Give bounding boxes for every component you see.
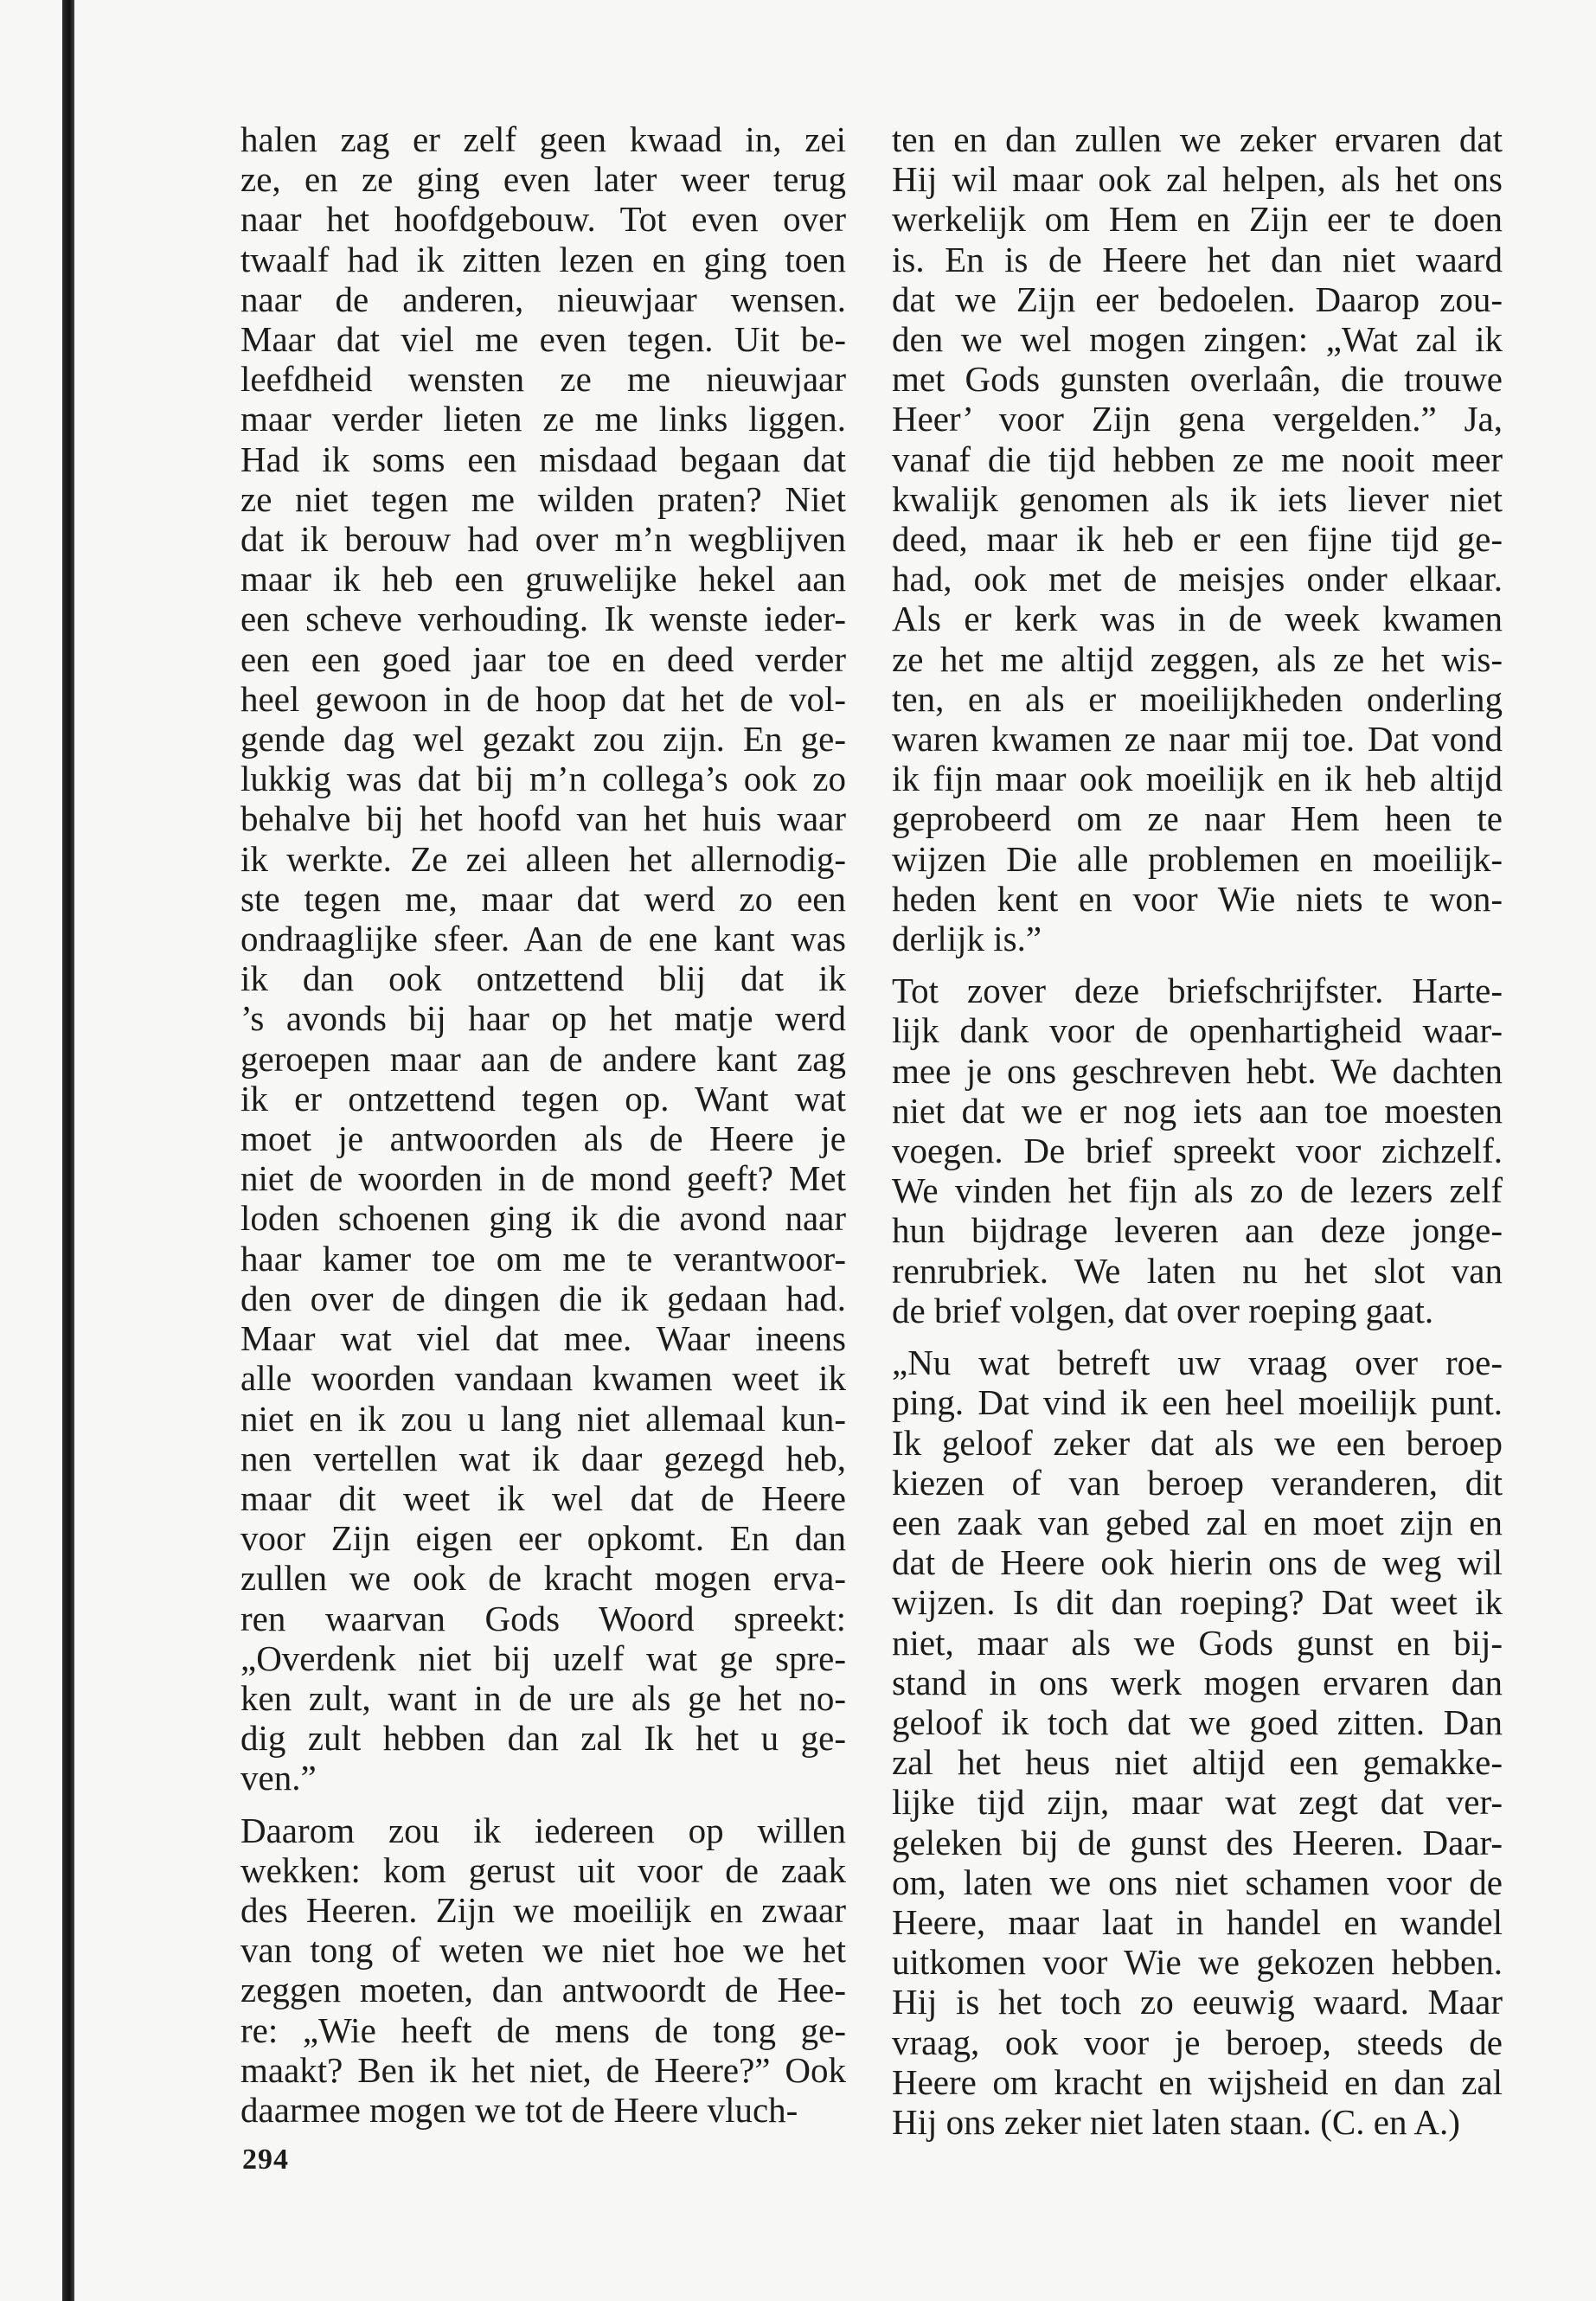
text-line: behalve bij het hoofd van het huis waar [240,798,846,839]
text-line: maar verder lieten ze me links liggen. [240,399,846,439]
text-line: re: „Wie heeft de mens de tong ge- [240,2009,846,2050]
text-line: niet en ik zou u lang niet allemaal kun- [240,1398,846,1439]
text-line: ik dan ook ontzettend blij dat ik [240,958,846,999]
text-line: Had ik soms een misdaad begaan dat [240,439,846,479]
text-line: geprobeerd om ze naar Hem heen te [892,798,1503,839]
text-line: We vinden het fijn als zo de lezers zelf [892,1170,1503,1211]
text-line: ten en dan zullen we zeker ervaren dat [892,119,1503,159]
text-line: wekken: kom gerust uit voor de zaak [240,1849,846,1890]
text-line: nen vertellen wat ik daar gezegd heb, [240,1438,846,1478]
text-line: den over de dingen die ik gedaan had. [240,1278,846,1318]
text-line: zal het heus niet altijd een gemakke- [892,1742,1503,1783]
text-line: ze, en ze ging even later weer terug [240,159,846,200]
paragraph [892,119,1503,958]
text-line: halen zag er zelf geen kwaad in, zei [240,119,846,159]
text-line: twaalf had ik zitten lezen en ging toen [240,239,846,279]
text-line: lijk dank voor de openhartigheid waar- [892,1010,1503,1051]
text-line: maar ik heb een gruwelijke hekel aan [240,559,846,599]
text-line: des Heeren. Zijn we moeilijk en zwaar [240,1889,846,1930]
text-line: naar het hoofdgebouw. Tot even over [240,199,846,240]
text-line: ven.” [240,1758,317,1798]
text-line: kwalijk genomen als ik iets liever niet [892,478,1503,519]
text-line: ren waarvan Gods Woord spreekt: [240,1598,846,1638]
text-line: haar kamer toe om me te verantwoor- [240,1238,846,1279]
left-text-column [240,119,846,2130]
text-line: deed, maar ik heb er een fijne tijd ge- [892,519,1503,560]
text-line: ik er ontzettend tegen op. Want wat [240,1078,846,1118]
text-line: Hij ons zeker niet laten staan. (C. en A.) [892,2101,1460,2142]
text-line: gende dag wel gezakt zou zijn. En ge- [240,719,846,760]
text-line: een een goed jaar toe en deed verder [240,638,846,679]
text-line: maakt? Ben ik het niet, de Heere?” Ook [240,2049,846,2090]
text-line: niet dat we er nog iets aan toe moesten [892,1090,1503,1131]
text-line: waren kwamen ze naar mij toe. Dat vond [892,719,1503,760]
text-line: alle woorden vandaan kwamen weet ik [240,1358,846,1399]
text-line: ze het me altijd zeggen, als ze het wis- [892,638,1503,679]
text-line: om, laten we ons niet schamen voor de [892,1862,1503,1902]
text-line: ’s avonds bij haar op het matje werd [240,998,846,1039]
text-line: „Nu wat betreft uw vraag over roe- [892,1343,1503,1383]
page-number: 294 [242,2144,289,2176]
text-line: had, ook met de meisjes onder elkaar. [892,559,1503,599]
text-line: werkelijk om Hem en Zijn eer te doen [892,199,1503,240]
text-line: ste tegen me, maar dat werd zo een [240,878,846,919]
text-line: niet de woorden in de mond geeft? Met [240,1158,846,1199]
text-line: wijzen Die alle problemen en moeilijk- [892,838,1503,879]
text-line: zullen we ook de kracht mogen erva- [240,1558,846,1599]
text-line: lukkig was dat bij m’n collega’s ook zo [240,759,846,799]
text-line: Maar dat viel me even tegen. Uit be- [240,319,846,360]
text-line: wijzen. Is dit dan roeping? Dat weet ik [892,1582,1503,1623]
text-line: met Gods gunsten overlaân, die trouwe [892,359,1503,400]
text-line: geloof ik toch dat we goed zitten. Dan [892,1702,1503,1742]
text-line: Daarom zou ik iedereen op willen [240,1810,846,1850]
book-spine-shadow [62,0,74,2301]
text-line: maar dit weet ik wel dat de Heere [240,1477,846,1518]
text-line: vraag, ook voor je beroep, steeds de [892,2022,1503,2062]
text-line: van tong of weten we niet hoe we het [240,1930,846,1971]
text-line: lijke tijd zijn, maar wat zegt dat ver- [892,1782,1503,1823]
text-line: kiezen of van beroep veranderen, dit [892,1462,1503,1503]
text-line: naar de anderen, nieuwjaar wensen. [240,279,846,319]
text-line: heel gewoon in de hoop dat het de vol- [240,678,846,719]
text-line: dat de Heere ook hierin ons de weg wil [892,1542,1503,1583]
text-line: renrubriek. We laten nu het slot van [892,1250,1503,1291]
right-text-column [892,119,1503,2142]
text-line: moet je antwoorden als de Heere je [240,1118,846,1159]
text-line: Tot zover deze briefschrijfster. Harte- [892,971,1503,1011]
paragraph-gap [892,958,1503,971]
text-line: mee je ons geschreven hebt. We dachten [892,1050,1503,1091]
text-line: ten, en als er moeilijkheden onderling [892,678,1503,719]
text-line: zeggen moeten, dan antwoordt de Hee- [240,1970,846,2010]
paragraph [892,1343,1503,2142]
text-line: dat we Zijn eer bedoelen. Daarop zou- [892,279,1503,319]
text-line: ken zult, want in de ure als ge het no- [240,1677,846,1718]
text-line: voor Zijn eigen eer opkomt. En dan [240,1518,846,1559]
text-line: loden schoenen ging ik die avond naar [240,1198,846,1239]
text-line: uitkomen voor Wie we gekozen hebben. [892,1942,1503,1983]
text-line: ik fijn maar ook moeilijk en ik heb altijd [892,759,1503,799]
paragraph-gap [892,1330,1503,1343]
text-line: niet, maar als we Gods gunst en bij- [892,1622,1503,1663]
text-line: Maar wat viel dat mee. Waar ineens [240,1318,846,1359]
paragraph [892,971,1503,1330]
text-line: Heer’ voor Zijn gena vergelden.” Ja, [892,399,1503,439]
text-line: Ik geloof zeker dat als we een beroep [892,1422,1503,1463]
text-line: Hij wil maar ook zal helpen, als het ons [892,159,1503,200]
text-line: geroepen maar aan de andere kant zag [240,1038,846,1079]
text-line: Heere, maar laat in handel en wandel [892,1901,1503,1942]
text-line: Hij is het toch zo eeuwig waard. Maar [892,1982,1503,2022]
text-line: Als er kerk was in de week kwamen [892,599,1503,639]
text-line: is. En is de Heere het dan niet waard [892,239,1503,279]
text-line: Heere om kracht en wijsheid en dan zal [892,2061,1503,2102]
text-line: voegen. De brief spreekt voor zichzelf. [892,1131,1503,1171]
text-line: stand in ons werk mogen ervaren dan [892,1662,1503,1702]
text-line: daarmee mogen we tot de Heere vluch- [240,2089,798,2130]
text-line: een scheve verhouding. Ik wenste ieder- [240,599,846,639]
text-line: vanaf die tijd hebben ze me nooit meer [892,439,1503,479]
text-line: ping. Dat vind ik een heel moeilijk punt. [892,1382,1503,1423]
paragraph [240,119,846,1798]
paragraph [240,1811,846,2131]
text-line: derlijk is.” [892,919,1042,959]
text-line: den we wel mogen zingen: „Wat zal ik [892,319,1503,360]
text-line: hun bijdrage leveren aan deze jonge- [892,1210,1503,1251]
text-line: ze niet tegen me wilden praten? Niet [240,478,846,519]
text-line: „Overdenk niet bij uzelf wat ge spre- [240,1638,846,1678]
text-line: ondraaglijke sfeer. Aan de ene kant was [240,919,846,959]
text-line: dig zult hebben dan zal Ik het u ge- [240,1718,846,1759]
text-line: ik werkte. Ze zei alleen het allernodig- [240,838,846,879]
text-line: de brief volgen, dat over roeping gaat. [892,1290,1434,1330]
text-line: geleken bij de gunst des Heeren. Daar- [892,1822,1503,1862]
text-line: een zaak van gebed zal en moet zijn en [892,1502,1503,1542]
text-line: leefdheid wensten ze me nieuwjaar [240,359,846,400]
text-line: dat ik berouw had over m’n wegblijven [240,519,846,560]
paragraph-gap [240,1798,846,1811]
text-line: heden kent en voor Wie niets te won- [892,878,1503,919]
